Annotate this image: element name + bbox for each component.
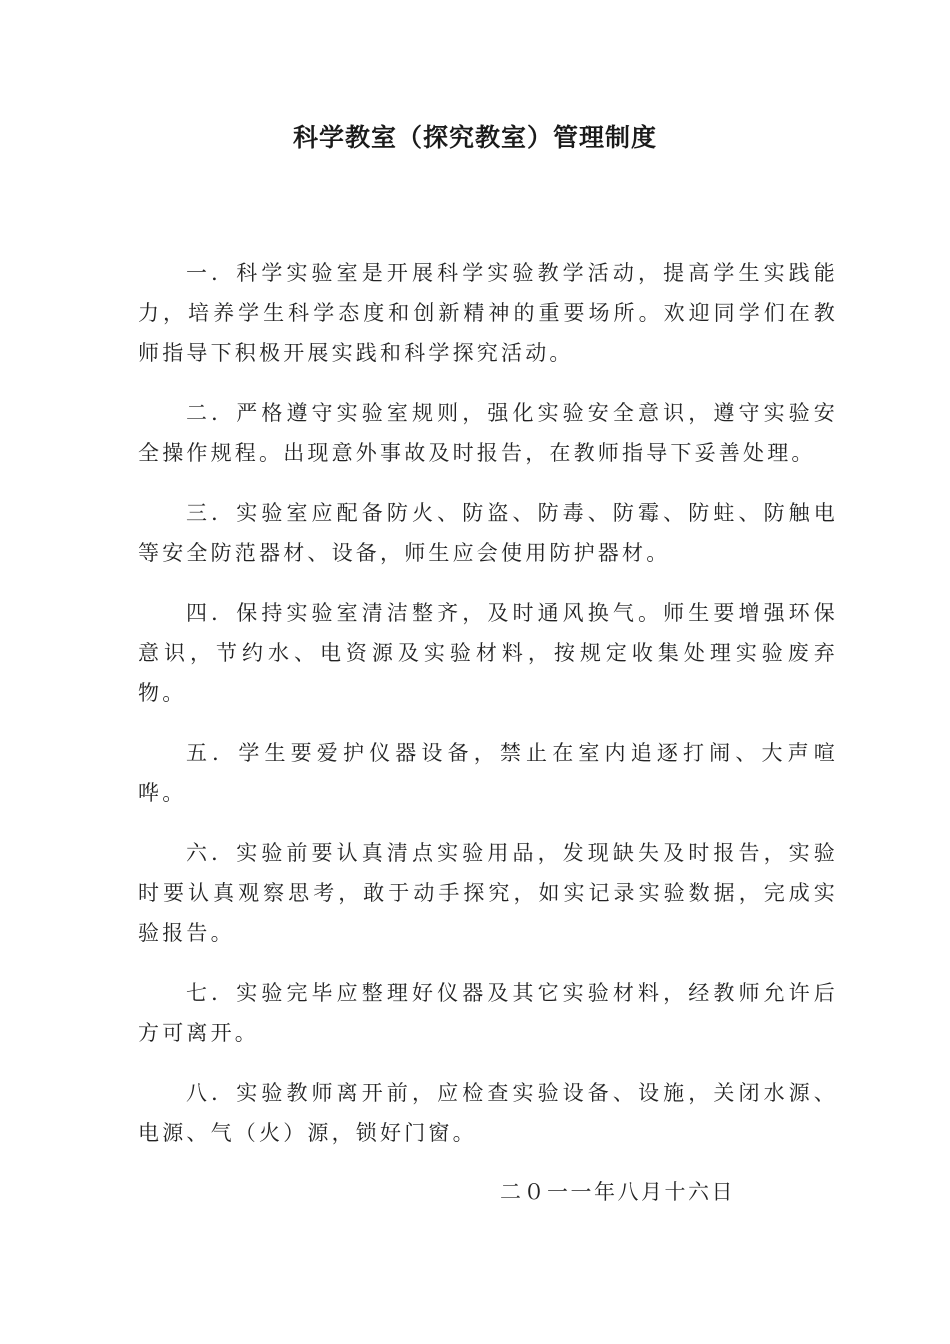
rule-paragraph-2: 二．严格遵守实验室规则，强化实验安全意识，遵守实验安全操作规程。出现意外事故及时报告，在教师指导下妥善处理。	[138, 401, 838, 465]
document-date: 二０一一年八月十六日	[500, 1180, 735, 1204]
rule-paragraph-4: 四．保持实验室清洁整齐，及时通风换气。师生要增强环保意识，节约水、电资源及实验材料，按规定收集处理实验废弃物。	[138, 601, 838, 705]
rule-paragraph-1: 一．科学实验室是开展科学实验教学活动，提高学生实践能力，培养学生科学态度和创新精神的重要场所。欢迎同学们在教师指导下积极开展实践和科学探究活动。	[138, 261, 838, 365]
rule-paragraph-7: 七．实验完毕应整理好仪器及其它实验材料，经教师允许后方可离开。	[138, 981, 838, 1045]
rule-paragraph-3: 三．实验室应配备防火、防盗、防毒、防霉、防蛀、防触电等安全防范器材、设备，师生应会使用防护器材。	[138, 501, 838, 565]
rule-paragraph-5: 五．学生要爱护仪器设备，禁止在室内追逐打闹、大声喧哗。	[138, 741, 838, 805]
document-body	[138, 253, 838, 1173]
rule-paragraph-6: 六．实验前要认真清点实验用品，发现缺失及时报告，实验时要认真观察思考，敢于动手探究，如实记录实验数据，完成实验报告。	[138, 841, 838, 945]
rule-paragraph-8: 八．实验教师离开前，应检查实验设备、设施，关闭水源、电源、气（火）源，锁好门窗。	[138, 1081, 838, 1145]
document-title: 科学教室（探究教室）管理制度	[292, 123, 657, 152]
